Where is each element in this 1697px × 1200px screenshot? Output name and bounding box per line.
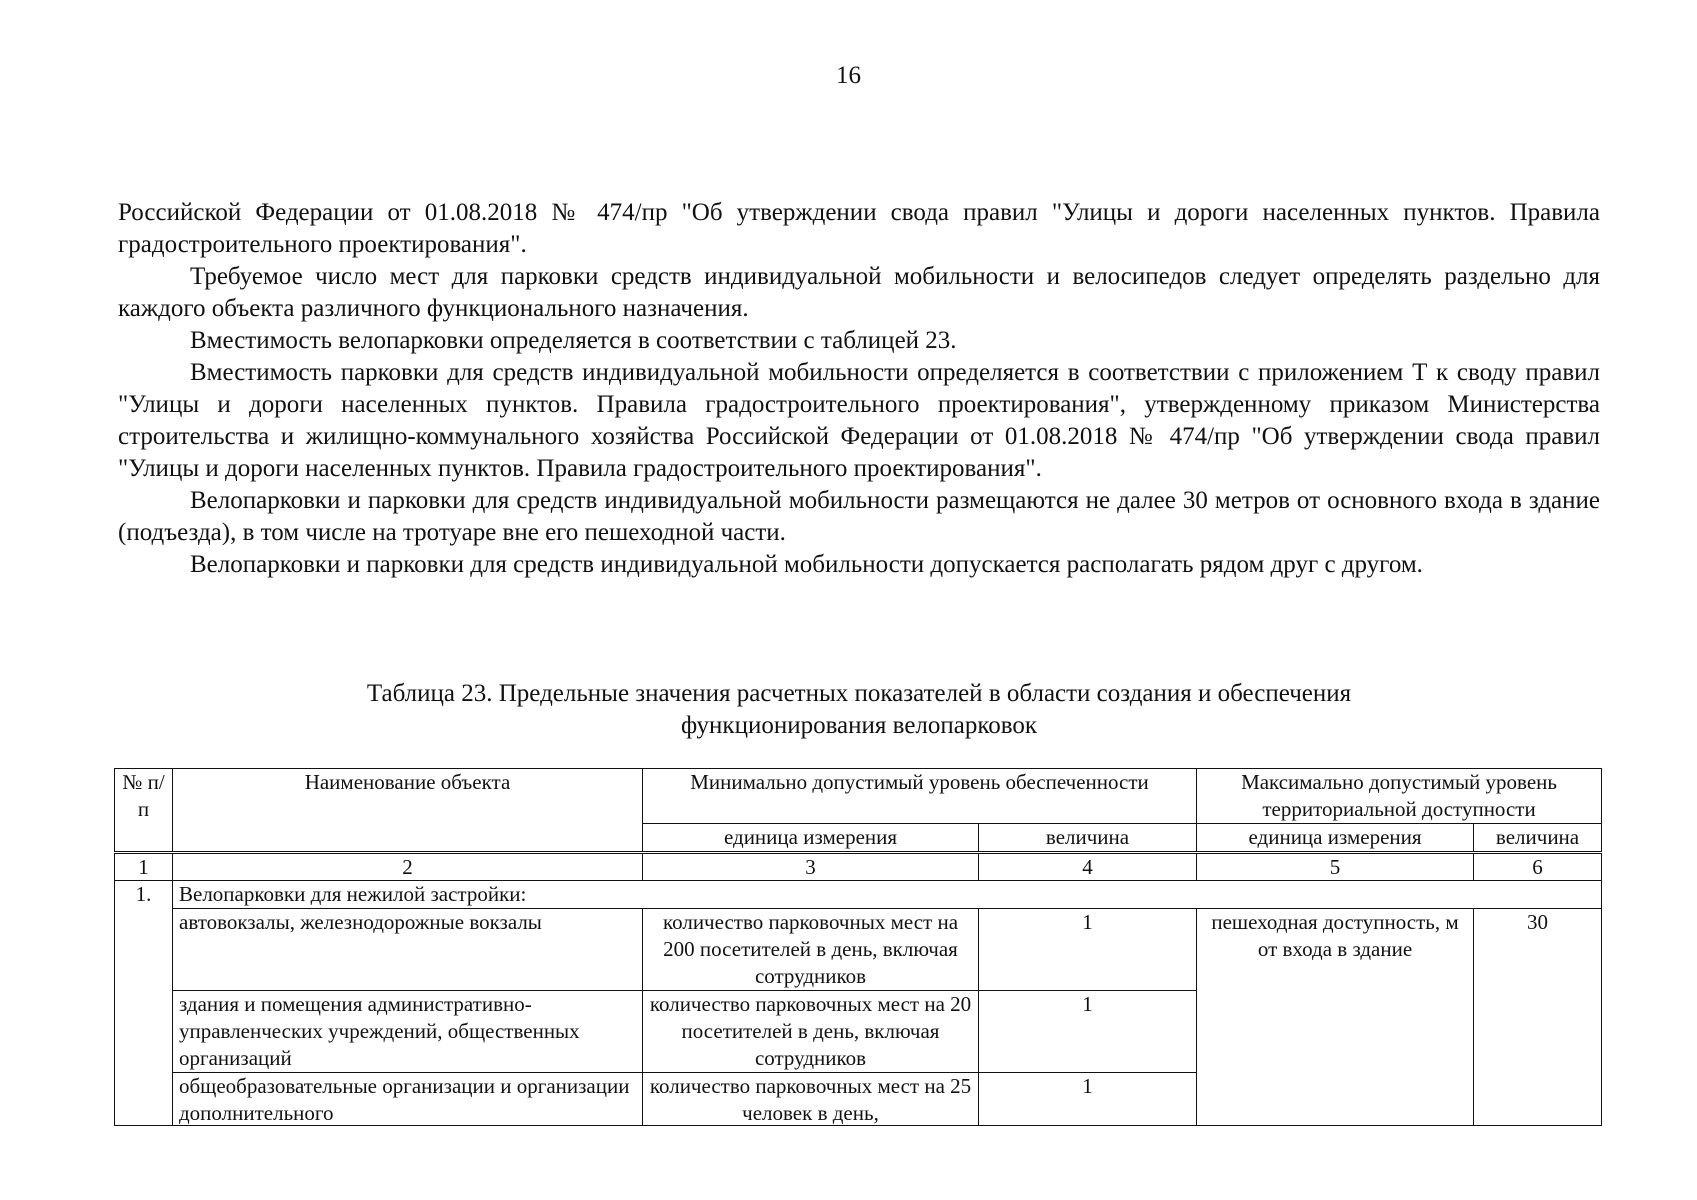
min-value: 1 (979, 909, 1197, 991)
min-unit: количество парковочных мест на 25 человек в день, (649, 1074, 972, 1125)
section-num: 1. (115, 881, 173, 1126)
min-value: 1 (979, 1073, 1197, 1126)
table-caption (118, 678, 1600, 742)
min-unit: количество парковочных мест на 200 посетителей в день, включая сотрудников (643, 909, 979, 991)
table-caption-line: Таблица 23. Предельные значения расчетных показателей в области создания и обеспечения (366, 680, 1352, 707)
object-name: автовокзалы, железнодорожные вокзалы (173, 909, 643, 991)
paragraph: Вместимость парковки для средств индивидуальной мобильности определяется в соответствии с приложением Т к своду правил "Улицы и дороги населенных пунктов. Правила градостроительного проектирования", утвержденному приказом Министерства строительства и жилищно-коммунального хозяйства Российской Федерации от 01.08.2018 № 474/пр "Об утверждении свода правил "Улицы и дороги населенных пунктов. Правила градостроительного проектирования". (118, 359, 1600, 482)
object-name-cell (173, 1073, 643, 1126)
access-value: 30 (1474, 909, 1602, 1126)
header-value: величина (1474, 824, 1602, 853)
header-min-group: Минимально допустимый уровень обеспеченности (643, 769, 1197, 824)
object-name: здания и помещения административно-управленческих учреждений, общественных организаций (173, 991, 643, 1073)
column-number: 2 (173, 853, 643, 881)
column-number: 5 (1197, 853, 1474, 881)
paragraph: Российской Федерации от 01.08.2018 № 474/пр "Об утверждении свода правил "Улицы и дороги населенных пунктов. Правила градостроительного проектирования". (118, 199, 1600, 258)
column-number: 1 (115, 853, 173, 881)
page-number: 16 (836, 62, 861, 89)
section-row (115, 881, 1602, 909)
table-header-row (115, 769, 1602, 824)
table-row (115, 909, 1602, 991)
header-unit: единица измерения (643, 824, 979, 853)
table-caption-line: функционирования велопарковок (680, 712, 1038, 739)
column-number-row (115, 853, 1602, 881)
paragraph: Велопарковки и парковки для средств индивидуальной мобильности допускается располагать рядом друг с другом. (190, 551, 1423, 578)
object-name: общеобразовательные организации и организации дополнительного (179, 1074, 630, 1125)
min-value: 1 (979, 991, 1197, 1073)
column-number: 6 (1474, 853, 1602, 881)
access-unit: пешеходная доступность, м от входа в здание (1197, 909, 1474, 1126)
header-value: величина (979, 824, 1197, 853)
min-unit: количество парковочных мест на 20 посетителей в день, включая сотрудников (643, 991, 979, 1073)
header-name: Наименование объекта (173, 769, 643, 853)
paragraph: Требуемое число мест для парковки средств индивидуальной мобильности и велосипедов следует определять раздельно для каждого объекта различного функционального назначения. (118, 263, 1600, 322)
header-unit: единица измерения (1197, 824, 1474, 853)
header-max-group: Максимально допустимый уровень территориальной доступности (1197, 769, 1602, 824)
column-number: 3 (643, 853, 979, 881)
paragraph: Велопарковки и парковки для средств индивидуальной мобильности размещаются не далее 30 метров от основного входа в здание (подъезда), в том числе на тротуаре вне его пешеходной части. (118, 487, 1600, 546)
paragraph: Вместимость велопарковки определяется в соответствии с таблицей 23. (190, 327, 957, 354)
section-title: Велопарковки для нежилой застройки: (173, 881, 1602, 909)
min-unit-cell (643, 1073, 979, 1126)
column-number: 4 (979, 853, 1197, 881)
parking-norms-table (114, 768, 1602, 1126)
body-text (118, 197, 1600, 581)
header-num: № п/п (115, 769, 173, 853)
